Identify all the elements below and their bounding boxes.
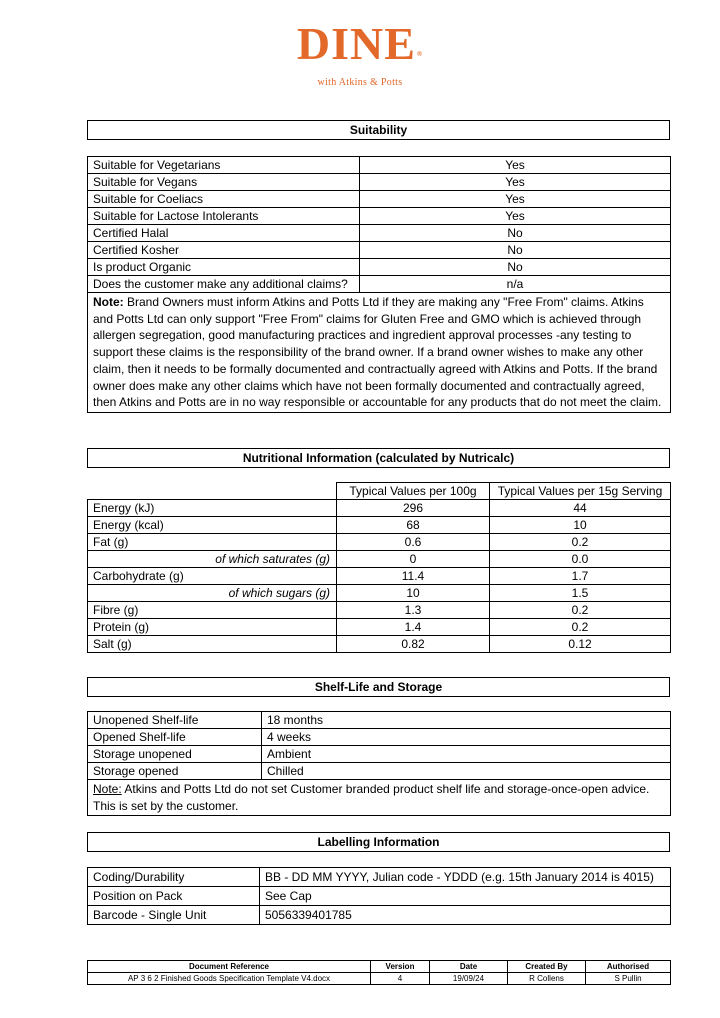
footer-header-doc-ref: Document Reference <box>88 961 371 973</box>
suitability-label: Suitable for Coeliacs <box>88 191 360 208</box>
nutrition-table-wrap <box>87 482 670 653</box>
nutrition-row <box>88 636 671 653</box>
logo-registered-mark: ® <box>416 50 424 58</box>
nutrition-col-100g: Typical Values per 100g <box>337 483 490 500</box>
nutrition-label: Carbohydrate (g) <box>88 568 337 585</box>
document-footer <box>87 960 670 985</box>
suitability-value: Yes <box>360 208 671 225</box>
shelf-section <box>87 677 670 697</box>
suitability-title: Suitability <box>87 120 670 140</box>
labelling-row <box>88 868 671 887</box>
footer-version: 4 <box>371 973 430 985</box>
shelf-value: 4 weeks <box>262 729 671 746</box>
suitability-value: No <box>360 242 671 259</box>
nutrition-row <box>88 500 671 517</box>
shelf-row <box>88 763 671 780</box>
suitability-value: Yes <box>360 191 671 208</box>
shelf-value: Ambient <box>262 746 671 763</box>
shelf-row <box>88 746 671 763</box>
labelling-value: BB - DD MM YYYY, Julian code - YDDD (e.g. 15th January 2014 is 4015) <box>260 868 671 887</box>
suitability-section <box>87 120 670 140</box>
suitability-table-wrap <box>87 156 670 413</box>
nutrition-value-100g: 0.82 <box>337 636 490 653</box>
nutrition-table <box>87 482 671 653</box>
shelf-label: Storage opened <box>88 763 262 780</box>
shelf-row <box>88 712 671 729</box>
shelf-note-row <box>88 780 671 816</box>
suitability-row <box>88 242 671 259</box>
suitability-value: No <box>360 225 671 242</box>
nutrition-label: Protein (g) <box>88 619 337 636</box>
suitability-label: Certified Kosher <box>88 242 360 259</box>
labelling-table-wrap <box>87 867 670 925</box>
shelf-note-label: Note: <box>93 782 122 796</box>
labelling-table <box>87 867 671 925</box>
suitability-row <box>88 259 671 276</box>
nutrition-row <box>88 551 671 568</box>
nutrition-label: of which sugars (g) <box>88 585 337 602</box>
nutrition-rows <box>88 500 671 653</box>
suitability-row <box>88 191 671 208</box>
suitability-value: Yes <box>360 157 671 174</box>
nutrition-value-100g: 1.4 <box>337 619 490 636</box>
nutrition-value-100g: 11.4 <box>337 568 490 585</box>
footer-header-date: Date <box>430 961 508 973</box>
labelling-section <box>87 832 670 852</box>
labelling-title: Labelling Information <box>87 832 670 852</box>
nutrition-title: Nutritional Information (calculated by Nutricalc) <box>87 448 670 468</box>
suitability-label: Suitable for Vegans <box>88 174 360 191</box>
suitability-value: n/a <box>360 276 671 293</box>
suitability-note-label: Note: <box>93 295 124 309</box>
nutrition-label: Fat (g) <box>88 534 337 551</box>
nutrition-label: Energy (kJ) <box>88 500 337 517</box>
suitability-row <box>88 276 671 293</box>
suitability-note <box>88 293 671 413</box>
suitability-rows <box>88 157 671 293</box>
nutrition-value-100g: 0.6 <box>337 534 490 551</box>
footer-doc-ref: AP 3 6 2 Finished Goods Specification Template V4.docx <box>88 973 371 985</box>
suitability-note-text: Brand Owners must inform Atkins and Potts Ltd if they are making any "Free From" claims. Atkins and Potts Ltd can only support "Free From" claims for Gluten Free and GMO which is achieved through allergen segregation, good manufacturing practices and ingredient approval processes -any testing to support these claims is the responsibility of the brand owner. If a brand owner wishes to make any other claim, then it needs to be formally documented and contractually agreed with Atkins and Potts. If the brand owner does make any other claims which have not been formally documented and contractually agreed, then Atkins and Potts are in no way responsible or accountable for any products that do not meet the claim. <box>93 295 662 410</box>
suitability-label: Is product Organic <box>88 259 360 276</box>
suitability-row <box>88 225 671 242</box>
suitability-row <box>88 208 671 225</box>
nutrition-row <box>88 534 671 551</box>
shelf-rows <box>88 712 671 780</box>
nutrition-row <box>88 568 671 585</box>
shelf-value: Chilled <box>262 763 671 780</box>
nutrition-value-serving: 0.12 <box>490 636 671 653</box>
suitability-label: Does the customer make any additional claims? <box>88 276 360 293</box>
logo-wordmark <box>0 18 720 76</box>
nutrition-value-serving: 1.5 <box>490 585 671 602</box>
nutrition-header-blank <box>88 483 337 500</box>
logo-word: DINE <box>296 18 416 69</box>
nutrition-value-serving: 0.2 <box>490 534 671 551</box>
shelf-note <box>88 780 671 816</box>
nutrition-value-serving: 1.7 <box>490 568 671 585</box>
labelling-label: Position on Pack <box>88 887 260 906</box>
shelf-label: Unopened Shelf-life <box>88 712 262 729</box>
footer-value-row <box>88 973 671 985</box>
shelf-table-wrap <box>87 711 670 816</box>
footer-header-created-by: Created By <box>508 961 586 973</box>
footer-header-authorised: Authorised <box>586 961 671 973</box>
labelling-label: Barcode - Single Unit <box>88 906 260 925</box>
nutrition-section <box>87 448 670 468</box>
labelling-row <box>88 887 671 906</box>
nutrition-label: Fibre (g) <box>88 602 337 619</box>
suitability-table <box>87 156 671 413</box>
footer-table <box>87 960 671 985</box>
nutrition-row <box>88 585 671 602</box>
suitability-row <box>88 174 671 191</box>
nutrition-header-row <box>88 483 671 500</box>
footer-header-row <box>88 961 671 973</box>
nutrition-value-serving: 0.2 <box>490 602 671 619</box>
suitability-label: Suitable for Vegetarians <box>88 157 360 174</box>
nutrition-row <box>88 517 671 534</box>
nutrition-value-100g: 296 <box>337 500 490 517</box>
suitability-value: Yes <box>360 174 671 191</box>
nutrition-value-serving: 0.0 <box>490 551 671 568</box>
logo-tagline: with Atkins & Potts <box>317 77 403 88</box>
suitability-label: Suitable for Lactose Intolerants <box>88 208 360 225</box>
shelf-label: Storage unopened <box>88 746 262 763</box>
nutrition-value-100g: 1.3 <box>337 602 490 619</box>
nutrition-row <box>88 602 671 619</box>
shelf-value: 18 months <box>262 712 671 729</box>
nutrition-label: Energy (kcal) <box>88 517 337 534</box>
footer-authorised: S Pullin <box>586 973 671 985</box>
labelling-rows <box>88 868 671 925</box>
nutrition-value-serving: 10 <box>490 517 671 534</box>
nutrition-label: Salt (g) <box>88 636 337 653</box>
suitability-note-row <box>88 293 671 413</box>
nutrition-value-100g: 0 <box>337 551 490 568</box>
suitability-row <box>88 157 671 174</box>
labelling-value: 5056339401785 <box>260 906 671 925</box>
footer-date: 19/09/24 <box>430 973 508 985</box>
nutrition-row <box>88 619 671 636</box>
shelf-title: Shelf-Life and Storage <box>87 677 670 697</box>
labelling-value: See Cap <box>260 887 671 906</box>
nutrition-value-100g: 10 <box>337 585 490 602</box>
labelling-row <box>88 906 671 925</box>
nutrition-col-serving: Typical Values per 15g Serving <box>490 483 671 500</box>
shelf-table <box>87 711 671 816</box>
dine-logo <box>0 18 720 88</box>
footer-created-by: R Collens <box>508 973 586 985</box>
shelf-note-text: Atkins and Potts Ltd do not set Customer branded product shelf life and storage-once-open advice. This is set by the customer. <box>93 782 650 813</box>
nutrition-value-serving: 44 <box>490 500 671 517</box>
nutrition-label: of which saturates (g) <box>88 551 337 568</box>
footer-header-version: Version <box>371 961 430 973</box>
nutrition-value-100g: 68 <box>337 517 490 534</box>
suitability-label: Certified Halal <box>88 225 360 242</box>
labelling-label: Coding/Durability <box>88 868 260 887</box>
shelf-label: Opened Shelf-life <box>88 729 262 746</box>
nutrition-value-serving: 0.2 <box>490 619 671 636</box>
shelf-row <box>88 729 671 746</box>
suitability-value: No <box>360 259 671 276</box>
